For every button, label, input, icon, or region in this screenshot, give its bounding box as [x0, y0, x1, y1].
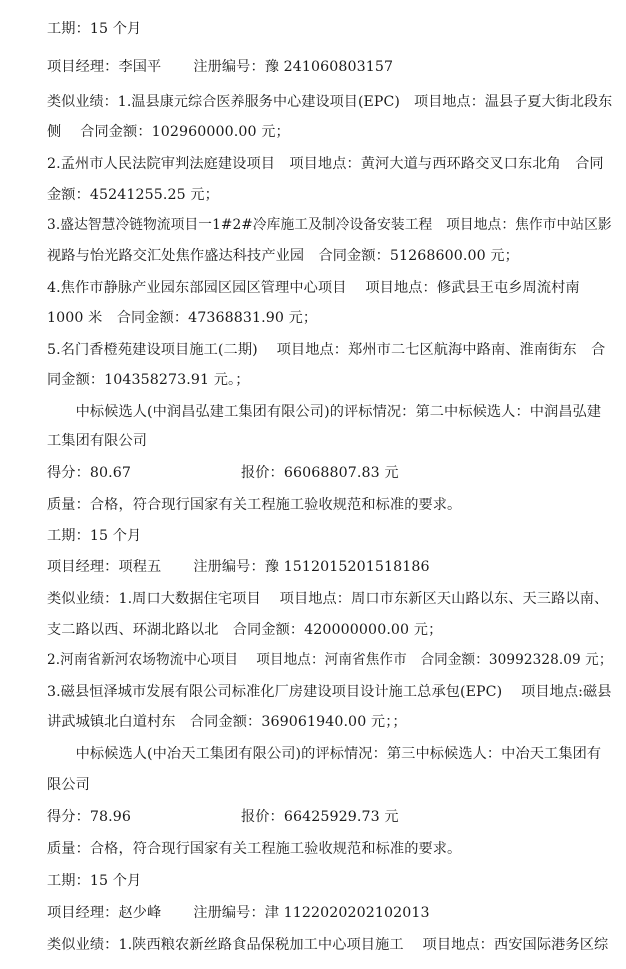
text-line: 1000 米 合同金额：47368831.90 元；: [47, 310, 318, 326]
text-line: 同金额：104358273.91 元。；: [47, 372, 250, 388]
text-line: 得分：80.67 报价：66068807.83 元: [47, 465, 399, 481]
text-line: 金额：45241255.25 元；: [47, 187, 219, 203]
text-line: 侧 合同金额：102960000.00 元；: [47, 124, 290, 140]
text-line: 项目经理：李国平 注册编号：豫 241060803157: [47, 59, 394, 75]
text-line: 质量：合格，符合现行国家有关工程施工验收规范和标准的要求。: [47, 497, 462, 513]
text-line: 工期：15 个月: [47, 528, 142, 544]
text-line: 工期：15 个月: [47, 873, 142, 889]
text-line: 得分：78.96 报价：66425929.73 元: [47, 809, 399, 825]
text-line: 类似业绩：1.周口大数据住宅项目 项目地点：周口市东新区天山路以东、天三路以南、: [47, 591, 609, 607]
text-line: 工集团有限公司: [47, 433, 148, 449]
text-line: 中标候选人(中润昌弘建工集团有限公司)的评标情况：第二中标候选人：中润昌弘建: [47, 404, 602, 420]
text-line: 3.磁县恒泽城市发展有限公司标准化厂房建设项目设计施工总承包(EPC) 项目地点:磁县: [47, 684, 612, 700]
text-line: 限公司: [47, 777, 90, 793]
text-line: 2.河南省新河农场物流中心项目 项目地点：河南省焦作市 合同金额：30992328.09 元；: [47, 652, 613, 668]
text-line: 项目经理：项程五 注册编号：豫 1512015201518186: [47, 559, 430, 575]
text-line: 中标候选人(中冶天工集团有限公司)的评标情况：第三中标候选人：中冶天工集团有: [47, 746, 602, 762]
text-line: 工期：15 个月: [47, 21, 142, 37]
text-line: 2.孟州市人民法院审判法庭建设项目 项目地点：黄河大道与西环路交叉口东北角 合同: [47, 156, 604, 172]
text-line: 5.名门香橙苑建设项目施工(二期) 项目地点：郑州市二七区航海中路南、淮南街东 合: [47, 342, 606, 358]
text-line: 项目经理：赵少峰 注册编号：津 1122020202102013: [47, 905, 430, 921]
text-line: 4.焦作市静脉产业园东部园区园区管理中心项目 项目地点：修武县王屯乡周流村南: [47, 280, 580, 296]
text-line: 质量：合格，符合现行国家有关工程施工验收规范和标准的要求。: [47, 841, 462, 857]
text-line: 讲武城镇北白道村东 合同金额：369061940.00 元；；: [47, 714, 407, 730]
text-line: 视路与怡光路交汇处焦作盛达科技产业园 合同金额：51268600.00 元；: [47, 248, 519, 264]
text-line: 3.盛达智慧冷链物流项目一1#2#冷库施工及制冷设备安装工程 项目地点：焦作市中站区影: [47, 217, 612, 233]
text-line: 支二路以西、环湖北路以北 合同金额：420000000.00 元；: [47, 622, 443, 638]
text-line: 类似业绩：1.温县康元综合医养服务中心建设项目(EPC) 项目地点：温县子夏大街北段东: [47, 94, 613, 110]
text-line: 类似业绩：1.陕西粮农新丝路食品保税加工中心项目施工 项目地点：西安国际港务区综: [47, 937, 609, 953]
